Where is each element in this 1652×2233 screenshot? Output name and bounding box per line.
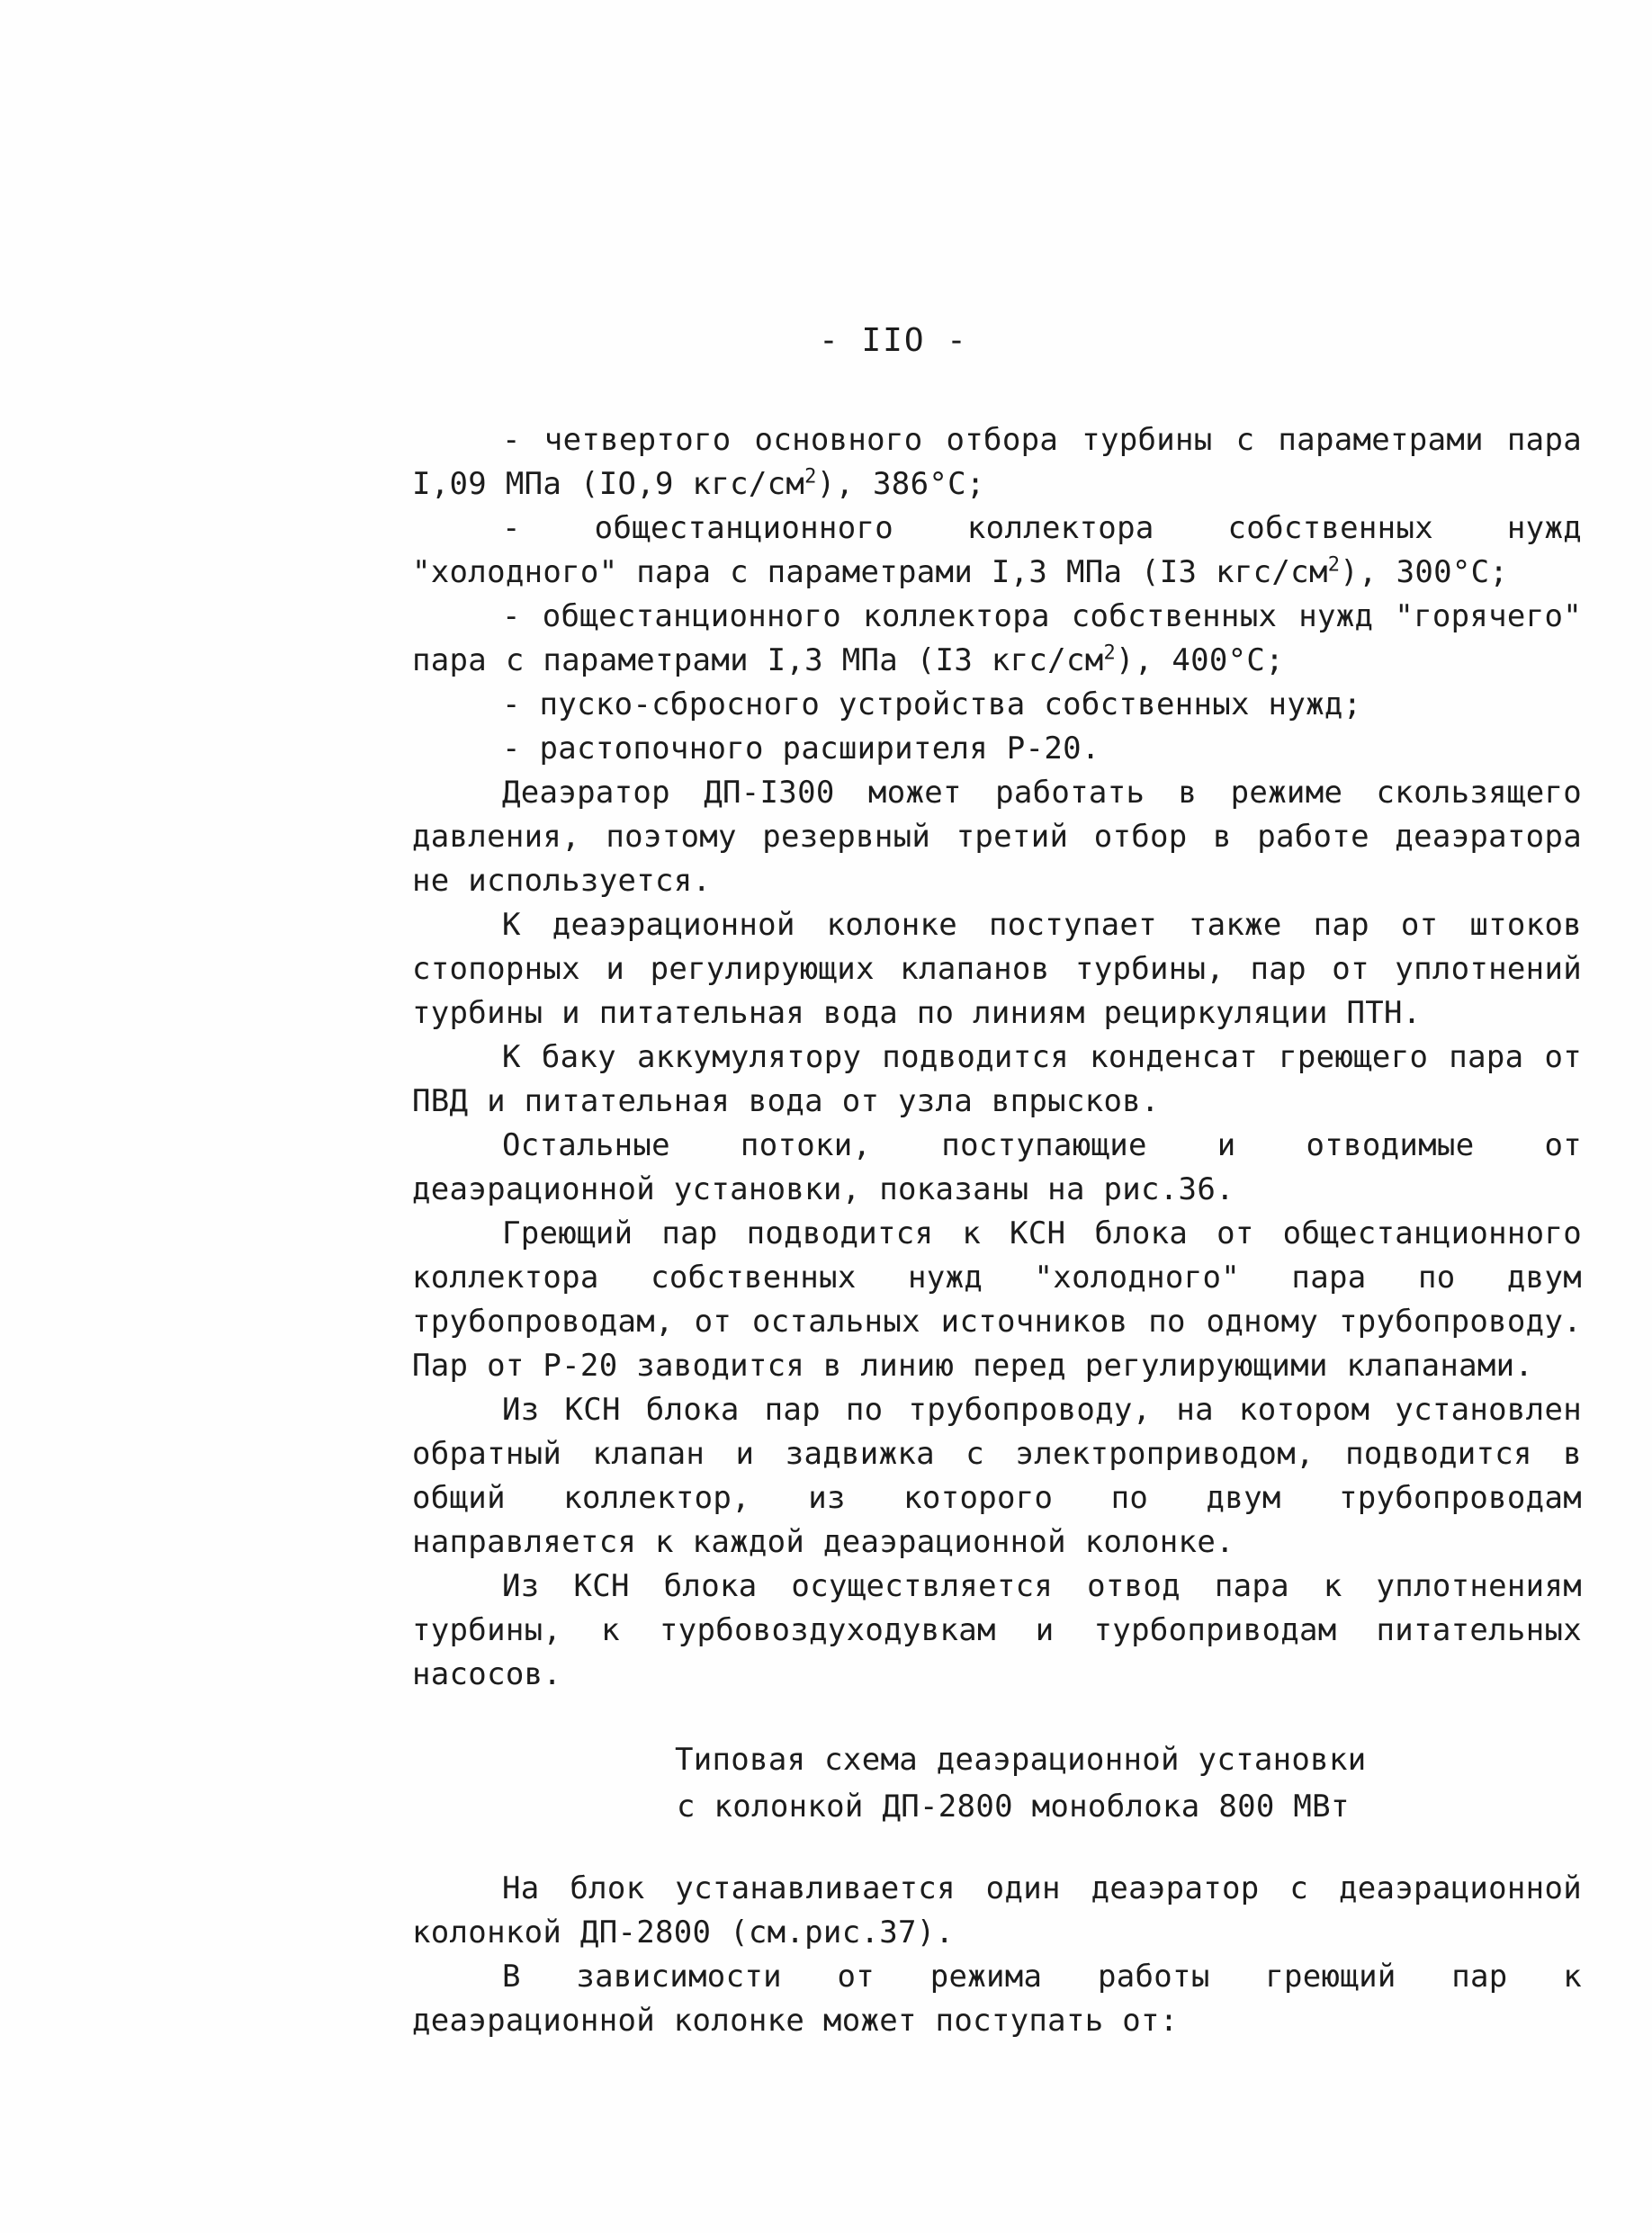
paragraph-text: К деаэрационной колонке поступает также пар от штоков стопорных и регулирующих клапанов турбины, пар от уплотнений турбины и питательная вода по линиям рециркуляции ПТН. bbox=[412, 907, 1582, 1031]
paragraph-text: Деаэратор ДП-I300 может работать в режиме скользящего давления, поэтому резервный третий отбор в работе деаэратора не используется. bbox=[412, 775, 1582, 899]
paragraph-text: - пуско-сбросного устройства собственных нужд; bbox=[502, 686, 1362, 722]
paragraph-common-collector bbox=[412, 1388, 1582, 1565]
paragraph-text: - общестанционного коллектора собственных нужд "горячего" пара с параметрами I,3 МПа (I3 кгс/см bbox=[412, 598, 1582, 678]
body-text-block-2 bbox=[412, 1867, 1582, 2043]
paragraph-steam-sources-intro: В зависимости от режима работы греющий пар к деаэрационной колонке может поступать от: bbox=[412, 1959, 1582, 2039]
paragraph-tank-inflows bbox=[412, 1036, 1582, 1124]
paragraph-text: ), 400°C; bbox=[1116, 642, 1284, 678]
paragraph-text: - растопочного расширителя Р-20. bbox=[502, 731, 1100, 767]
paragraph-steam-source-cold-collector bbox=[412, 507, 1582, 595]
paragraph-steam-source-startup-device bbox=[412, 683, 1582, 727]
section-heading-line-1: Типовая схема деаэрационной установки bbox=[675, 1742, 1367, 1778]
paragraph-text: - четвертого основного отбора турбины с параметрами пара I,09 МПа (IO,9 кгс/см bbox=[412, 422, 1582, 502]
section-heading-line-2: с колонкой ДП-2800 моноблока 800 МВт bbox=[677, 1789, 1350, 1825]
section-heading bbox=[675, 1736, 1395, 1830]
paragraph-text: ), 386°C; bbox=[816, 466, 985, 502]
paragraph-text: К баку аккумулятору подводится конденсат греющего пара от ПВД и питательная вода от узла впрысков. bbox=[412, 1039, 1582, 1119]
body-text-block bbox=[412, 418, 1582, 1697]
paragraph-sliding-pressure bbox=[412, 771, 1582, 903]
paragraph-text: Остальные потоки, поступающие и отводимые от деаэрационной установки, показаны на рис.36. bbox=[412, 1127, 1582, 1207]
superscript: 2 bbox=[1103, 641, 1117, 665]
paragraph-text: - общестанционного коллектора собственных нужд "холодного" пара с параметрами I,3 МПа (I3 кгс/см bbox=[412, 510, 1582, 590]
paragraph-heating-steam-supply bbox=[412, 1212, 1582, 1388]
paragraph-text: Из КСН блока осуществляется отвод пара к уплотнениям турбины, к турбовоздуходувкам и турбоприводам питательных насосов. bbox=[412, 1568, 1582, 1692]
paragraph-steam-source-hot-collector bbox=[412, 595, 1582, 683]
paragraph-column-inflows bbox=[412, 903, 1582, 1036]
paragraph-one-deaerator: На блок устанавливается один деаэратор с деаэрационной колонкой ДП-2800 (см.рис.37). bbox=[412, 1870, 1582, 1951]
superscript: 2 bbox=[804, 465, 817, 489]
page-number: - IIO - bbox=[819, 322, 968, 359]
paragraph-steam-source-expander bbox=[412, 727, 1582, 771]
paragraph-text: Из КСН блока пар по трубопроводу, на котором установлен обратный клапан и задвижка с электроприводом, подводится в общий коллектор, из которого по двум трубопроводам направляется к каждой деаэрационной колонке. bbox=[412, 1392, 1582, 1560]
paragraph-seal-steam bbox=[412, 1565, 1582, 1697]
paragraph-steam-source-fourth-extraction bbox=[412, 418, 1582, 507]
paragraph-other-flows bbox=[412, 1124, 1582, 1212]
superscript: 2 bbox=[1327, 553, 1341, 577]
paragraph-text: Греющий пар подводится к КСН блока от общестанционного коллектора собственных нужд "холодного" пара по двум трубопроводам, от остальных источников по одному трубопроводу. Пар от Р-20 заводится в линию перед регулирующими клапанами. bbox=[412, 1215, 1582, 1384]
paragraph-text: ), 300°C; bbox=[1340, 554, 1509, 590]
